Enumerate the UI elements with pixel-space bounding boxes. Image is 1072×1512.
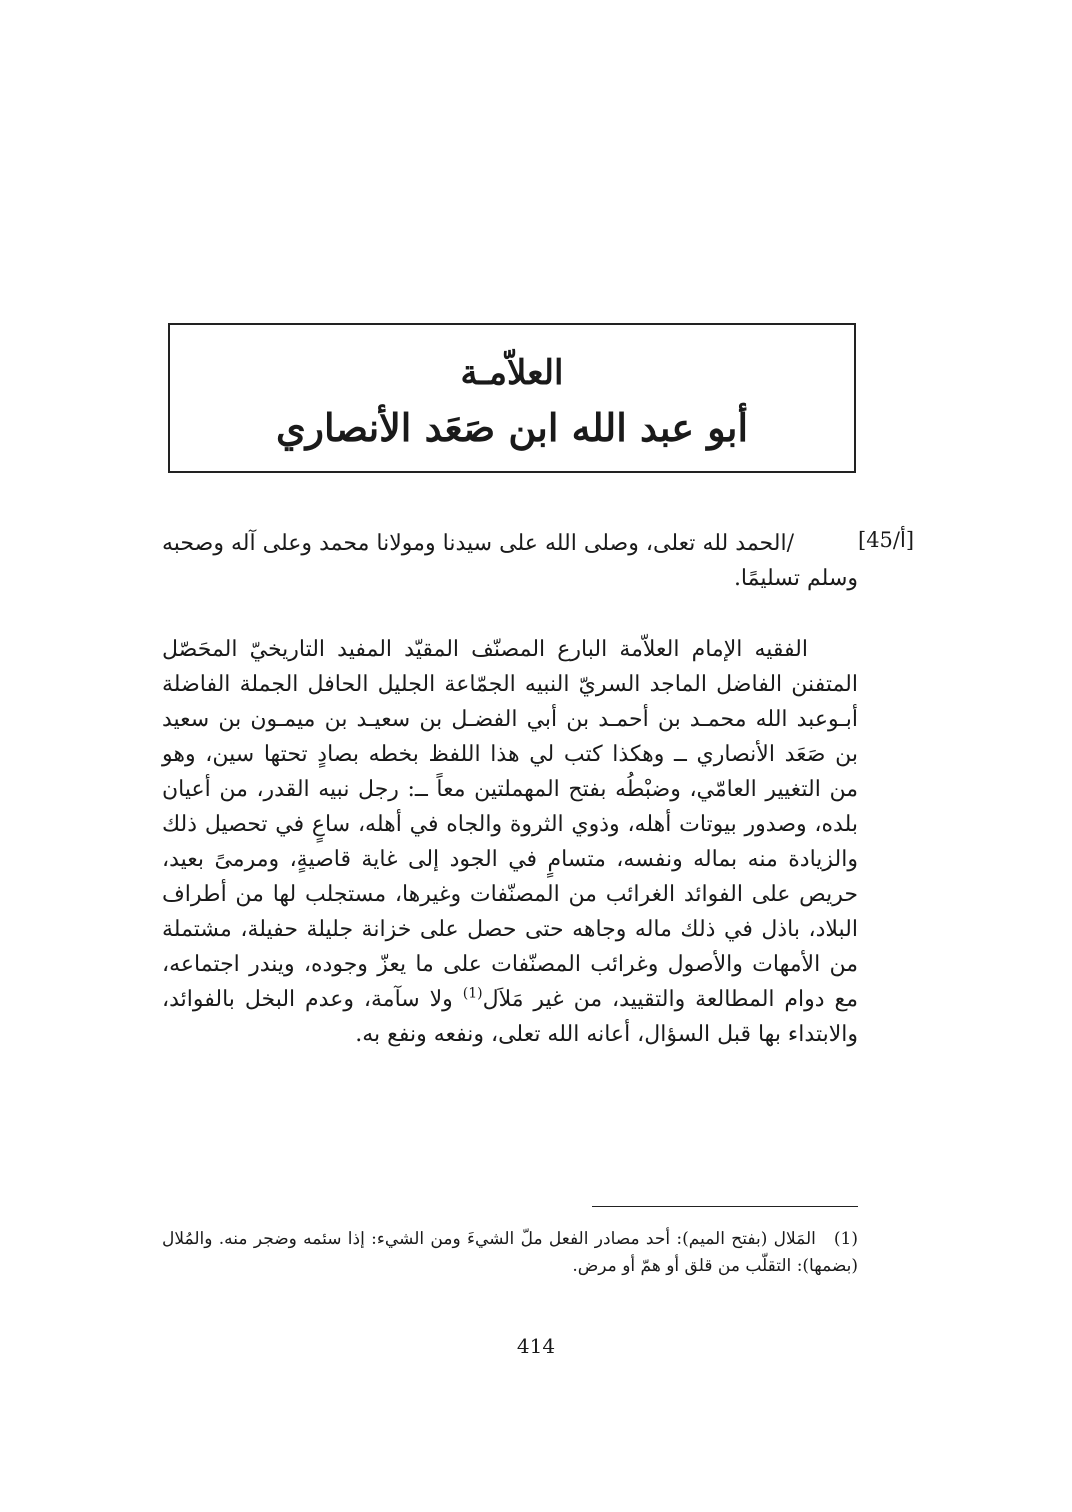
biography-text-tail: ولا سآمة، وعدم البخل بالفوائد، والابتداء بها قبل السؤال، أعانه الله تعلى، ونفعه ونفع به. <box>162 987 858 1047</box>
biography-paragraph <box>162 632 858 1052</box>
footnote-number: (1) <box>833 1229 858 1249</box>
page-number: 414 <box>516 1334 556 1358</box>
folio-marker: [45/أ] <box>858 528 915 552</box>
footnote-divider <box>592 1206 858 1207</box>
footnote-text: المَلال (بفتح الميم): أحد مصادر الفعل ملّ الشيءَ ومن الشيء: إذا سئمه وضجر منه. والمُلال (بضمها): التقلّب من قلق أو همّ أو مرض. <box>162 1229 858 1276</box>
opening-text: /الحمد لله تعلى، وصلى الله على سيدنا ومولانا محمد وعلى آله وصحبه وسلم تسليمًا. <box>162 531 858 591</box>
heading-subject-name: أبو عبد الله ابن صَعَد الأنصاري <box>275 405 749 450</box>
biography-text: الفقيه الإمام العلاّمة البارع المصنّف المقيّد المفيد التاريخيّ المحَصّل المتفنن الفاضل الماجد السريّ النبيه الجمّاعة الجليل الحافل الجملة الفاضلة أبـوعبد الله محمـد بن أحمـد بن أبي الفضـل بن سعيـد بن ميمـون بن سعيد بن صَعَد الأنصاري ــ وهكذا كتب لي هذا اللفظ بخطه بصادٍ تحتها سين، وهو من التغيير العامّي، وضبْطُه بفتح المهملتين معاً ــ: رجل نبيه القدر، من أعيان بلده، وصدور بيوتات أهله، وذوي الثروة والجاه في أهله، ساعٍ في تحصيل ذلك والزيادة منه بماله ونفسه، متسامٍ في الجود إلى غاية قاصيةٍ، ومرمىً بعيد، حريص على الفوائد الغرائب من المصنّفات وغيرها، مستجلب لها من أطراف البلاد، باذل في ذلك ماله وجاهه حتى حصل على خزانة جليلة حفيلة، مشتملة من الأمهات والأصول وغرائب المصنّفات على ما يعزّ وجوده، ويندر اجتماعه، مع دوام المطالعة والتقييد، من غير مَلاَل <box>162 637 858 1012</box>
footnote <box>162 1226 858 1280</box>
opening-paragraph <box>162 526 858 596</box>
heading-title: العلاّمـة <box>460 353 564 393</box>
footnote-reference[interactable]: (1) <box>462 985 483 1002</box>
title-box <box>168 323 856 473</box>
